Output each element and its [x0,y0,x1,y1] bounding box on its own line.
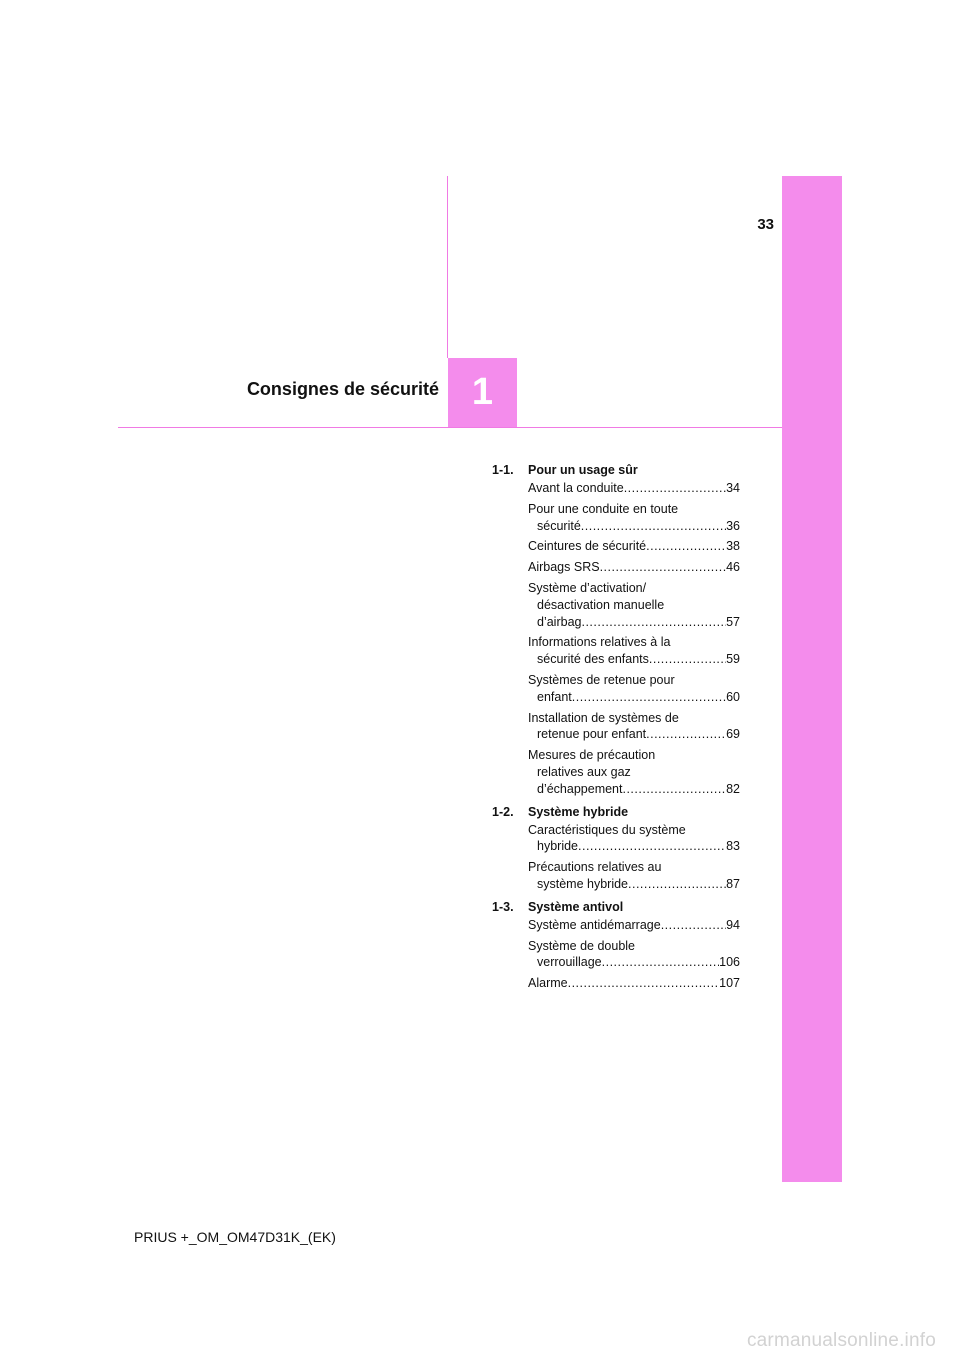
entry-text: sécurité des enfants [537,652,649,667]
dot-leader [622,781,726,798]
entry-text: Informations relatives à la [528,635,671,650]
entry-text: retenue pour enfant [537,727,647,742]
entry-text: relatives aux gaz [537,764,631,779]
entry-page-number: 34 [726,481,740,495]
entry-text: Précautions relatives au [528,860,662,875]
dot-leader [661,917,726,934]
entry-page-number: 94 [726,917,740,932]
footer-doc-code: PRIUS +_OM_OM47D31K_(EK) [134,1229,336,1245]
dot-leader [624,480,726,497]
toc-entry[interactable] [528,859,740,897]
dot-leader [581,614,726,631]
entry-page-number: 38 [726,539,740,554]
toc-entry[interactable] [528,822,740,860]
dot-leader [646,726,726,743]
toc-entry[interactable] [528,480,740,501]
entry-text: Ceintures de sécurité [528,539,647,554]
toc-entry[interactable] [528,580,740,634]
entry-text: Systèmes de retenue pour [528,672,675,687]
page-number: 33 [757,216,774,233]
dot-leader [649,651,726,668]
toc-entry[interactable] [528,559,740,580]
entry-text: Airbags SRS [528,560,600,575]
section-number: 1-2. [492,804,514,819]
watermark: carmanualsonline.info [746,1330,936,1351]
entry-text: hybride [537,839,578,854]
entry-page-number: 69 [726,727,740,742]
toc-section-heading[interactable] [492,460,740,480]
entry-text: Système de double [528,938,636,953]
entry-page-number: 46 [726,560,740,575]
entry-text: Avant la conduite [528,481,624,495]
entry-page-number: 107 [719,976,740,991]
entry-page-number: 83 [726,839,740,854]
horizontal-rule [118,427,782,428]
dot-leader [602,954,720,971]
toc-entry[interactable] [528,975,740,996]
toc-entry[interactable] [528,938,740,976]
entry-text: système hybride [537,876,629,891]
section-title: Pour un usage sûr [528,463,638,477]
toc-entry[interactable] [528,538,740,559]
dot-leader [628,876,726,893]
dot-leader [568,975,720,992]
entry-text: sécurité [537,518,581,533]
chapter-number: 1 [471,371,494,413]
chapter-side-tab [782,176,842,1182]
table-of-contents [492,460,740,996]
toc-entry[interactable] [528,747,740,801]
entry-text: enfant [537,689,572,704]
toc-section-heading[interactable] [492,897,740,917]
entry-text: Caractéristiques du système [528,822,686,837]
entry-text: désactivation manuelle [537,597,665,612]
entry-text: Installation de systèmes de [528,710,679,725]
entry-page-number: 57 [726,614,740,629]
dot-leader [581,518,726,535]
toc-entry[interactable] [528,672,740,710]
chapter-number-box [448,358,517,427]
entry-text: Alarme [528,976,568,991]
dot-leader [572,689,726,706]
dot-leader [600,559,727,576]
entry-text: Système d’activation/ [528,580,647,595]
section-title: Système antivol [528,899,624,914]
section-number: 1-3. [492,899,514,914]
entry-text: verrouillage [537,955,602,970]
section-title: Système hybride [528,804,629,819]
dot-leader [646,538,726,555]
toc-section-heading[interactable] [492,802,740,822]
entry-text: d’airbag [537,614,582,629]
toc-entry[interactable] [528,634,740,672]
toc-entry[interactable] [528,501,740,539]
entry-page-number: 36 [726,518,740,533]
entry-page-number: 106 [719,955,740,970]
entry-page-number: 87 [726,876,740,891]
entry-page-number: 82 [726,781,740,796]
entry-text: d’échappement [537,781,623,796]
vertical-rule [447,176,448,358]
entry-page-number: 60 [726,689,740,704]
entry-text: Pour une conduite en toute [528,501,679,516]
toc-entry[interactable] [528,917,740,938]
section-number: 1-1. [492,463,514,477]
entry-page-number: 59 [726,652,740,667]
dot-leader [578,838,726,855]
toc-entry[interactable] [528,710,740,748]
chapter-title: Consignes de sécurité [246,379,439,399]
entry-text: Système antidémarrage [528,917,661,932]
entry-text: Mesures de précaution [528,748,656,763]
